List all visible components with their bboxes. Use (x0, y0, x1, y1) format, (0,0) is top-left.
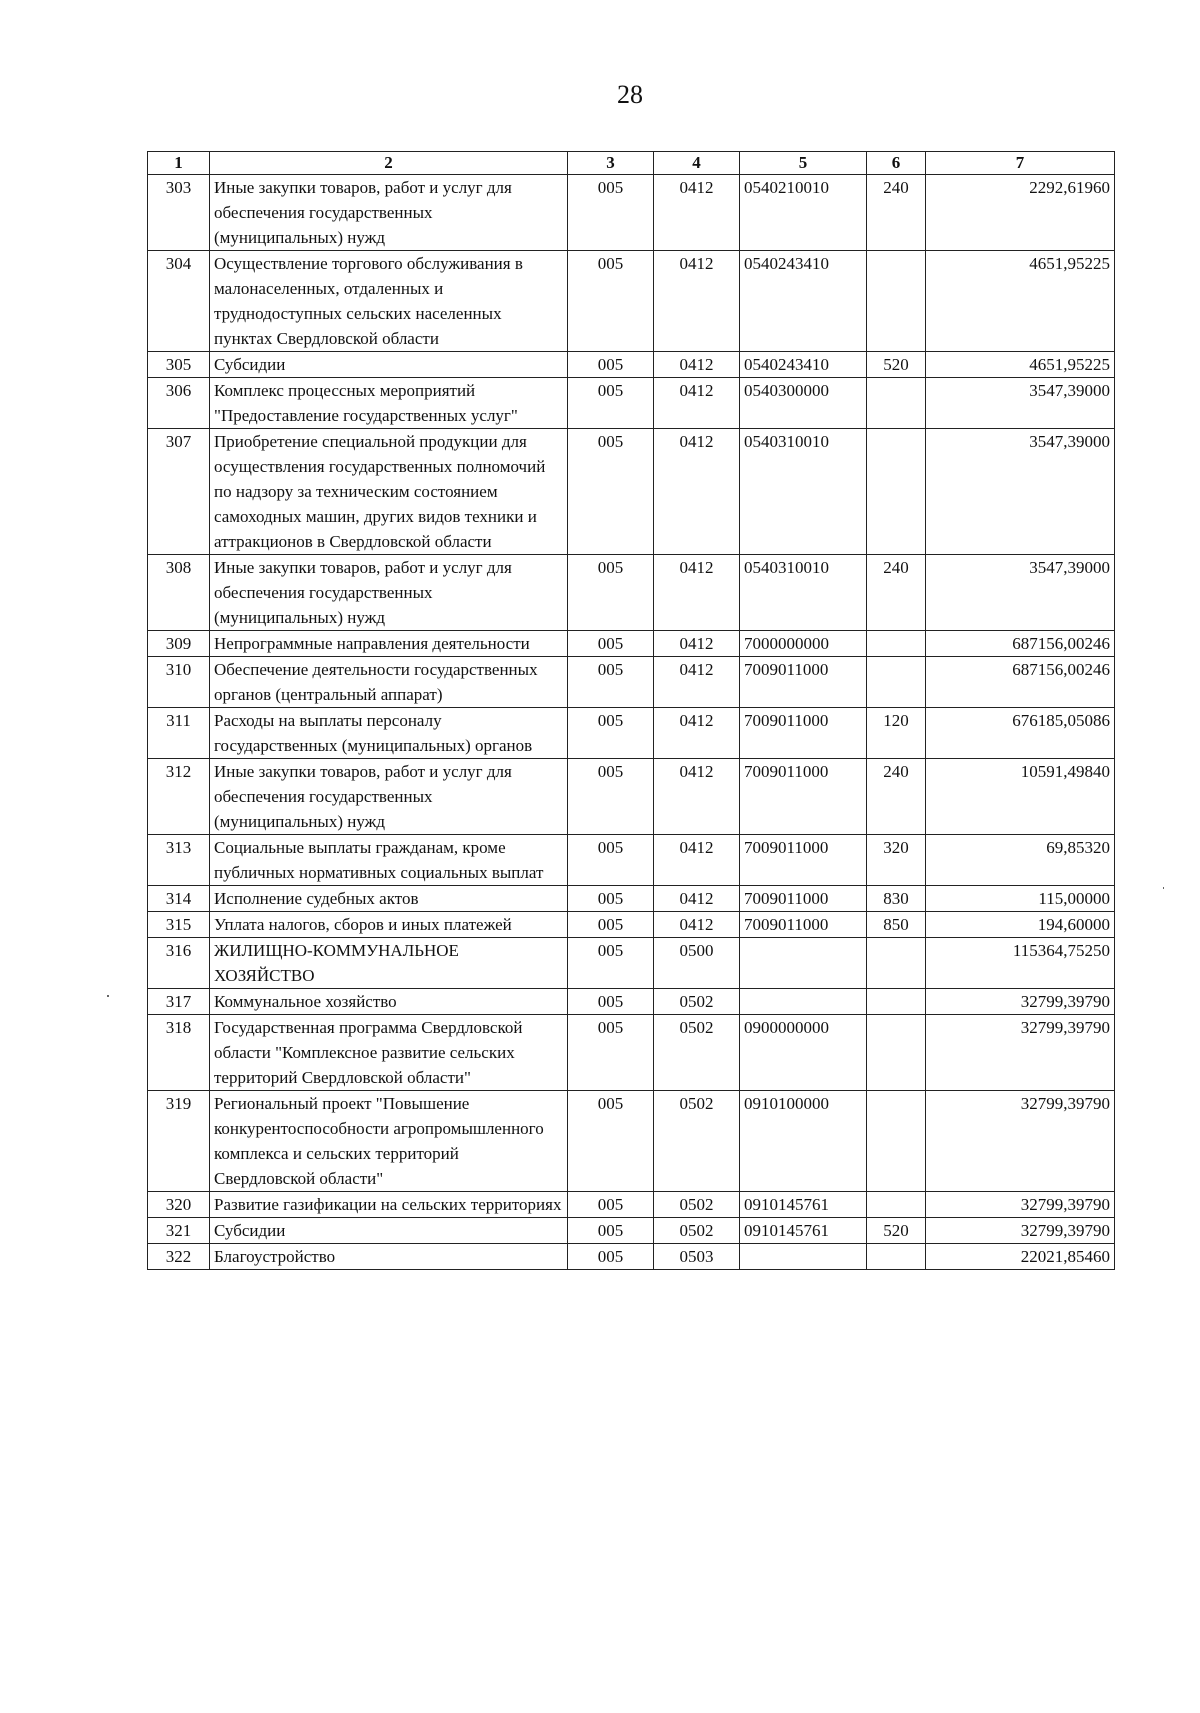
row-name: Субсидии (210, 352, 568, 378)
row-number: 310 (148, 657, 210, 708)
row-name: Расходы на выплаты персоналу государственных (муниципальных) органов (210, 708, 568, 759)
col4-section: 0502 (654, 1192, 740, 1218)
amount: 3547,39000 (926, 429, 1115, 555)
row-number: 316 (148, 938, 210, 989)
row-name: Иные закупки товаров, работ и услуг для обеспечения государственных (муниципальных) нужд (210, 175, 568, 251)
table-row (148, 708, 1115, 759)
col5-target-code: 0540310010 (740, 429, 867, 555)
row-name: Уплата налогов, сборов и иных платежей (210, 912, 568, 938)
row-number: 304 (148, 251, 210, 352)
row-name: Исполнение судебных актов (210, 886, 568, 912)
col3-code: 005 (568, 378, 654, 429)
col4-section: 0503 (654, 1244, 740, 1270)
col4-section: 0412 (654, 657, 740, 708)
col6-expense-type: 830 (867, 886, 926, 912)
column-header: 3 (568, 152, 654, 175)
table-row (148, 1091, 1115, 1192)
table-row (148, 1218, 1115, 1244)
col6-expense-type (867, 938, 926, 989)
amount: 32799,39790 (926, 1218, 1115, 1244)
col5-target-code: 7009011000 (740, 886, 867, 912)
row-name: Иные закупки товаров, работ и услуг для обеспечения государственных (муниципальных) нужд (210, 759, 568, 835)
col3-code: 005 (568, 175, 654, 251)
row-name: Развитие газификации на сельских территориях (210, 1192, 568, 1218)
table-row (148, 175, 1115, 251)
table-row (148, 657, 1115, 708)
col4-section: 0412 (654, 708, 740, 759)
col4-section: 0412 (654, 759, 740, 835)
col6-expense-type: 850 (867, 912, 926, 938)
column-header: 6 (867, 152, 926, 175)
row-name: Субсидии (210, 1218, 568, 1244)
table-row (148, 759, 1115, 835)
col6-expense-type: 240 (867, 759, 926, 835)
table-row (148, 1015, 1115, 1091)
page-number: 28 (617, 80, 643, 109)
table-row (148, 251, 1115, 352)
table-row (148, 555, 1115, 631)
col4-section: 0412 (654, 886, 740, 912)
row-number: 312 (148, 759, 210, 835)
col6-expense-type (867, 429, 926, 555)
col4-section: 0502 (654, 1091, 740, 1192)
col3-code: 005 (568, 1192, 654, 1218)
table-row (148, 1192, 1115, 1218)
col6-expense-type: 520 (867, 352, 926, 378)
col5-target-code: 0910145761 (740, 1218, 867, 1244)
row-name: Государственная программа Свердловской области "Комплексное развитие сельских территорий Свердловской области" (210, 1015, 568, 1091)
row-number: 322 (148, 1244, 210, 1270)
col4-section: 0502 (654, 1015, 740, 1091)
amount: 687156,00246 (926, 657, 1115, 708)
col4-section: 0502 (654, 1218, 740, 1244)
col5-target-code: 7009011000 (740, 708, 867, 759)
col6-expense-type (867, 1015, 926, 1091)
row-number: 311 (148, 708, 210, 759)
col6-expense-type: 240 (867, 555, 926, 631)
amount: 4651,95225 (926, 352, 1115, 378)
col6-expense-type (867, 989, 926, 1015)
col4-section: 0412 (654, 175, 740, 251)
amount: 4651,95225 (926, 251, 1115, 352)
table-row (148, 989, 1115, 1015)
table-row (148, 352, 1115, 378)
col5-target-code: 0910145761 (740, 1192, 867, 1218)
header-row (148, 152, 1115, 175)
row-number: 314 (148, 886, 210, 912)
amount: 32799,39790 (926, 1091, 1115, 1192)
col4-section: 0500 (654, 938, 740, 989)
col4-section: 0412 (654, 631, 740, 657)
col3-code: 005 (568, 938, 654, 989)
col3-code: 005 (568, 1091, 654, 1192)
scan-dot (107, 995, 109, 997)
col5-target-code: 7009011000 (740, 759, 867, 835)
col3-code: 005 (568, 759, 654, 835)
row-name: Непрограммные направления деятельности (210, 631, 568, 657)
col5-target-code: 0910100000 (740, 1091, 867, 1192)
amount: 10591,49840 (926, 759, 1115, 835)
amount: 3547,39000 (926, 555, 1115, 631)
column-header: 4 (654, 152, 740, 175)
col4-section: 0412 (654, 912, 740, 938)
col5-target-code: 0900000000 (740, 1015, 867, 1091)
amount: 2292,61960 (926, 175, 1115, 251)
row-name: Региональный проект "Повышение конкурентоспособности агропромышленного комплекса и сельских территорий Свердловской области" (210, 1091, 568, 1192)
col5-target-code: 0540210010 (740, 175, 867, 251)
row-number: 309 (148, 631, 210, 657)
table-row (148, 631, 1115, 657)
row-number: 320 (148, 1192, 210, 1218)
column-header: 2 (210, 152, 568, 175)
row-name: Коммунальное хозяйство (210, 989, 568, 1015)
col5-target-code: 0540310010 (740, 555, 867, 631)
col6-expense-type: 240 (867, 175, 926, 251)
col3-code: 005 (568, 886, 654, 912)
row-name: ЖИЛИЩНО-КОММУНАЛЬНОЕ ХОЗЯЙСТВО (210, 938, 568, 989)
amount: 115,00000 (926, 886, 1115, 912)
col6-expense-type (867, 1192, 926, 1218)
column-header: 5 (740, 152, 867, 175)
col4-section: 0412 (654, 352, 740, 378)
budget-table (147, 151, 1115, 1270)
amount: 32799,39790 (926, 1015, 1115, 1091)
col6-expense-type: 520 (867, 1218, 926, 1244)
row-name: Социальные выплаты гражданам, кроме публичных нормативных социальных выплат (210, 835, 568, 886)
table-row (148, 886, 1115, 912)
col3-code: 005 (568, 251, 654, 352)
row-name: Обеспечение деятельности государственных органов (центральный аппарат) (210, 657, 568, 708)
table-row (148, 378, 1115, 429)
col5-target-code (740, 989, 867, 1015)
table-row (148, 1244, 1115, 1270)
col4-section: 0412 (654, 429, 740, 555)
col5-target-code: 0540243410 (740, 352, 867, 378)
column-header: 7 (926, 152, 1115, 175)
amount: 115364,75250 (926, 938, 1115, 989)
table-row (148, 938, 1115, 989)
table-row (148, 912, 1115, 938)
col4-section: 0412 (654, 835, 740, 886)
col3-code: 005 (568, 429, 654, 555)
amount: 3547,39000 (926, 378, 1115, 429)
col6-expense-type (867, 1091, 926, 1192)
col4-section: 0412 (654, 555, 740, 631)
row-number: 306 (148, 378, 210, 429)
col4-section: 0412 (654, 251, 740, 352)
col5-target-code: 0540300000 (740, 378, 867, 429)
row-number: 321 (148, 1218, 210, 1244)
col4-section: 0502 (654, 989, 740, 1015)
amount: 676185,05086 (926, 708, 1115, 759)
col3-code: 005 (568, 1218, 654, 1244)
col5-target-code: 7000000000 (740, 631, 867, 657)
row-number: 319 (148, 1091, 210, 1192)
row-number: 315 (148, 912, 210, 938)
amount: 22021,85460 (926, 1244, 1115, 1270)
row-name: Комплекс процессных мероприятий "Предоставление государственных услуг" (210, 378, 568, 429)
table-row (148, 835, 1115, 886)
row-name: Осуществление торгового обслуживания в малонаселенных, отдаленных и труднодоступных сельских населенных пунктах Свердловской области (210, 251, 568, 352)
col5-target-code: 7009011000 (740, 912, 867, 938)
amount: 69,85320 (926, 835, 1115, 886)
col6-expense-type (867, 657, 926, 708)
column-header: 1 (148, 152, 210, 175)
scan-dot (1163, 887, 1164, 889)
row-number: 303 (148, 175, 210, 251)
col3-code: 005 (568, 912, 654, 938)
row-name: Благоустройство (210, 1244, 568, 1270)
col3-code: 005 (568, 1244, 654, 1270)
row-number: 308 (148, 555, 210, 631)
col4-section: 0412 (654, 378, 740, 429)
row-number: 313 (148, 835, 210, 886)
col3-code: 005 (568, 631, 654, 657)
amount: 32799,39790 (926, 989, 1115, 1015)
col5-target-code (740, 1244, 867, 1270)
col3-code: 005 (568, 352, 654, 378)
amount: 194,60000 (926, 912, 1115, 938)
col3-code: 005 (568, 1015, 654, 1091)
row-number: 307 (148, 429, 210, 555)
col3-code: 005 (568, 555, 654, 631)
col5-target-code (740, 938, 867, 989)
col3-code: 005 (568, 708, 654, 759)
row-name: Иные закупки товаров, работ и услуг для обеспечения государственных (муниципальных) нужд (210, 555, 568, 631)
col5-target-code: 7009011000 (740, 657, 867, 708)
col6-expense-type (867, 251, 926, 352)
row-number: 318 (148, 1015, 210, 1091)
col3-code: 005 (568, 657, 654, 708)
table-row (148, 429, 1115, 555)
amount: 687156,00246 (926, 631, 1115, 657)
col3-code: 005 (568, 989, 654, 1015)
row-number: 305 (148, 352, 210, 378)
col6-expense-type: 320 (867, 835, 926, 886)
col6-expense-type: 120 (867, 708, 926, 759)
col5-target-code: 0540243410 (740, 251, 867, 352)
amount: 32799,39790 (926, 1192, 1115, 1218)
col6-expense-type (867, 631, 926, 657)
col3-code: 005 (568, 835, 654, 886)
col5-target-code: 7009011000 (740, 835, 867, 886)
row-name: Приобретение специальной продукции для осуществления государственных полномочий по надзору за техническим состоянием самоходных машин, других видов техники и аттракционов в Свердловской области (210, 429, 568, 555)
col6-expense-type (867, 378, 926, 429)
row-number: 317 (148, 989, 210, 1015)
col6-expense-type (867, 1244, 926, 1270)
